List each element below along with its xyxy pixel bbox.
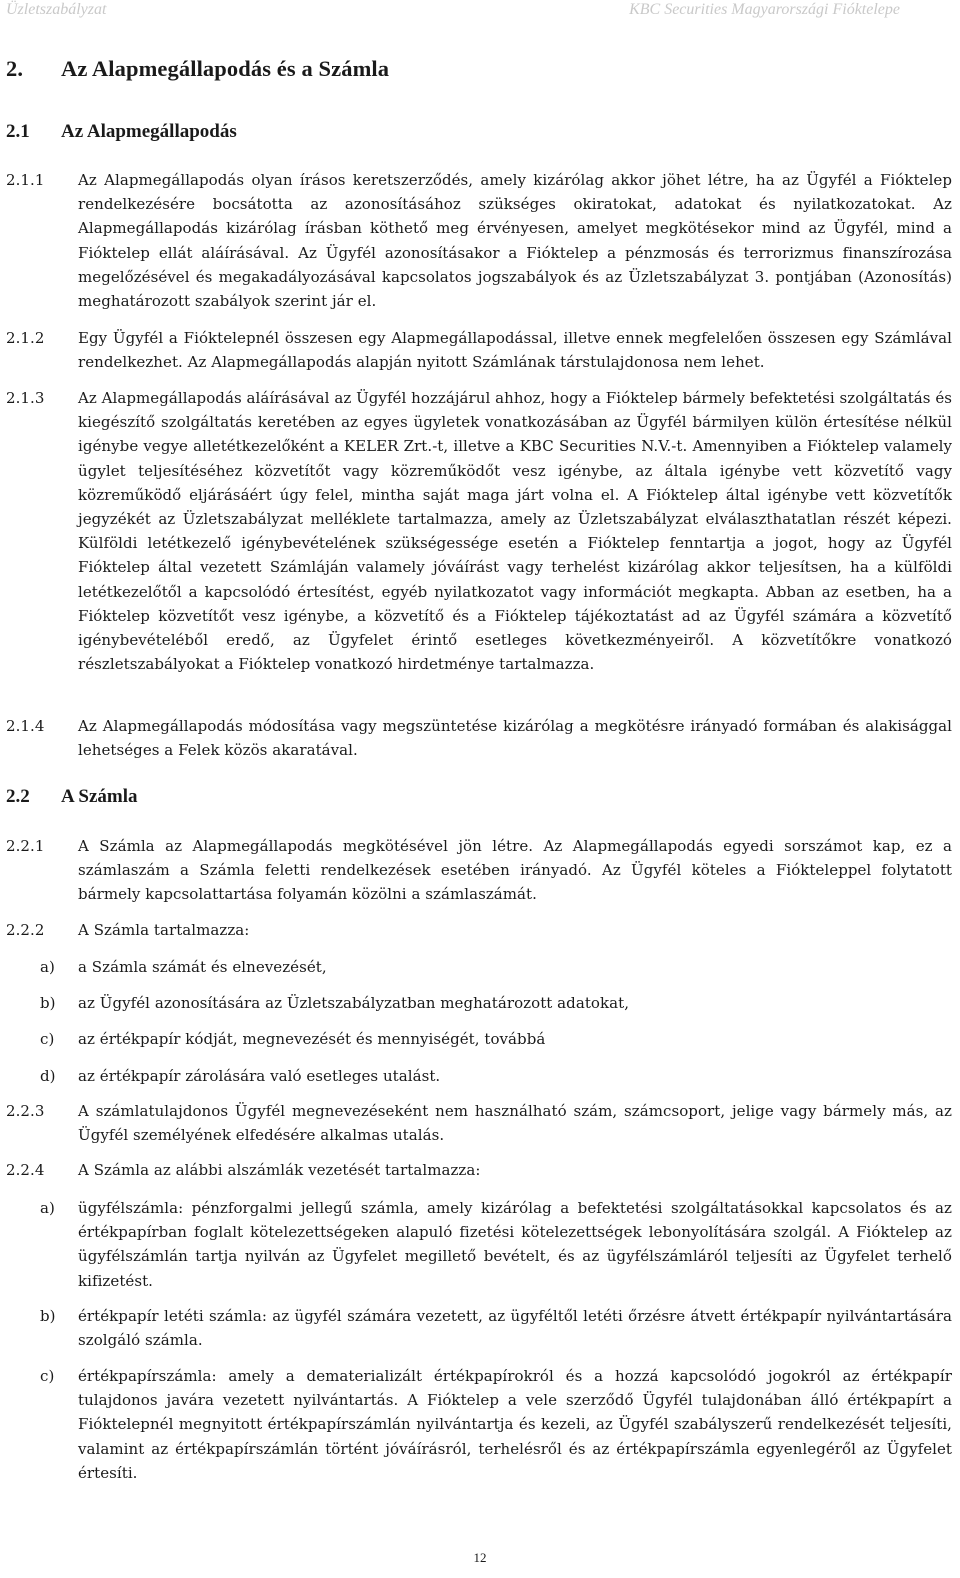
paragraph-2-1-1 xyxy=(6,168,952,313)
list-item-2-2-2-d xyxy=(6,1064,952,1088)
paragraph-text: A Számla az alábbi alszámlák vezetését tartalmazza: xyxy=(78,1161,481,1179)
section-title: Az Alapmegállapodás xyxy=(61,121,237,142)
list-text: az értékpapír zárolására való esetleges utalást. xyxy=(78,1067,441,1085)
list-item-2-2-4-a xyxy=(6,1196,952,1293)
paragraph-number: 2.2.3 xyxy=(6,1102,45,1120)
paragraph-text: Az Alapmegállapodás aláírásával az Ügyfél hozzájárul ahhoz, hogy a Fióktelep bármely befektetési szolgáltatás és kiegészítő szolgáltatás keretében az egyes ügyletek vonatkozásában az Ügyfél bármilyen külön értesítése nélkül igénybe vegye alletétkezelőként a KELER Zrt.-t, illetve a KBC Securities N.V.-t. Amennyiben a Fióktelep valamely ügylet teljesítéséhez közvetítőt vagy közreműködőt vesz igénybe, az általa igénybe vett közvetítő vagy közreműködő eljárásáért úgy felel, mintha saját maga járt volna el. A Fióktelep által igénybe vett közvetítők jegyzékét az Üzletszabályzat melléklete tartalmazza, amely az Üzletszabályzat elválaszthatatlan részét képezi. Külföldi letétkezelő igénybevételének szükségessége esetén a Fióktelep fenntartja a jogot, hogy az Ügyfél Fióktelep által vezetett Számláján valamely jóváírást vagy terhelést kizárólag akkor teljesítsen, ha a külföldi letétkezelőtől a kapcsolódó értesítést, egyéb nyilatkozatot vagy információt megkapta. Abban az esetben, ha a Fióktelep közvetítőt vesz igénybe, a közvetítő és a Fióktelep tájékoztatást ad az Ügyfél számára a közvetítő igénybevételéből eredő, az Ügyfelet érintő esetleges következményeiről. A közvetítőkre vonatkozó részletszabályokat a Fióktelep vonatkozó hirdetménye tartalmazza. xyxy=(78,389,953,674)
paragraph-text: Egy Ügyfél a Fióktelepnél összesen egy Alapmegállapodással, illetve ennek megfelelően összesen egy Számlával rendelkezhet. Az Alapmegállapodás alapján nyitott Számlának társtulajdonosa nem lehet. xyxy=(78,329,952,372)
section-title: A Számla xyxy=(61,786,138,807)
list-item-2-2-4-b xyxy=(6,1304,952,1352)
page-number: 12 xyxy=(473,1550,487,1565)
list-text: az Ügyfél azonosítására az Üzletszabályzatban meghatározott adatokat, xyxy=(78,994,630,1012)
paragraph-text: A számlatulajdonos Ügyfél megnevezéseként nem használható szám, számcsoport, jelige vagy bármely más, az Ügyfél személyének elfedésére alkalmas utalás. xyxy=(78,1102,952,1145)
chapter-number: 2. xyxy=(6,56,24,81)
list-label: b) xyxy=(40,994,56,1012)
section-heading-2-1 xyxy=(6,121,237,143)
chapter-title: Az Alapmegállapodás és a Számla xyxy=(61,56,390,81)
paragraph-number: 2.1.3 xyxy=(6,389,45,407)
list-item-2-2-2-c xyxy=(6,1027,952,1051)
list-item-2-2-2-a xyxy=(6,955,952,979)
header-right-title: KBC Securities Magyarországi Fióktelepe xyxy=(629,1,900,18)
section-number: 2.2 xyxy=(6,786,30,807)
list-label: b) xyxy=(40,1307,56,1325)
paragraph-2-1-2 xyxy=(6,326,952,374)
paragraph-2-1-4 xyxy=(6,714,952,762)
list-label: c) xyxy=(40,1367,55,1385)
paragraph-2-2-4 xyxy=(6,1158,952,1182)
paragraph-text: A Számla tartalmazza: xyxy=(78,921,250,939)
section-number: 2.1 xyxy=(6,121,30,142)
paragraph-text: Az Alapmegállapodás olyan írásos keretszerződés, amely kizárólag akkor jöhet létre, ha az Ügyfél a Fióktelep rendelkezésére bocsátotta az azonosításához szükséges okiratokat, adatokat és nyilatkozatokat. Az Alapmegállapodás kizárólag írásban köthető meg érvényesen, amelyet megkötésekor mind az Ügyfél, mind a Fióktelep ellát aláírásával. Az Ügyfél azonosításakor a Fióktelep a pénzmosás és terrorizmus finanszírozása megelőzésével és megakadályozásával kapcsolatos jogszabályok és az Üzletszabályzat 3. pontjában (Azonosítás) meghatározott szabályok szerint jár el. xyxy=(78,171,952,311)
list-item-2-2-4-c xyxy=(6,1364,952,1485)
list-label: a) xyxy=(40,958,55,976)
paragraph-number: 2.1.2 xyxy=(6,329,45,347)
list-label: c) xyxy=(40,1030,55,1048)
running-header xyxy=(0,0,960,26)
list-text: az értékpapír kódját, megnevezését és mennyiségét, továbbá xyxy=(78,1030,546,1048)
paragraph-2-2-1 xyxy=(6,834,952,907)
paragraph-number: 2.2.1 xyxy=(6,837,45,855)
header-left-title: Üzletszabályzat xyxy=(6,1,107,18)
paragraph-number: 2.1.4 xyxy=(6,717,45,735)
paragraph-text: A Számla az Alapmegállapodás megkötésével jön létre. Az Alapmegállapodás egyedi sorszámot kap, ez a számlaszám a Számla feletti rendelkezések esetében irányadó. Az Ügyfél köteles a Fiókteleppel folytatott bármely kapcsolattartása folyamán közölni a számlaszámát. xyxy=(78,837,952,904)
paragraph-number: 2.2.2 xyxy=(6,921,45,939)
list-text: értékpapírszámla: amely a dematerializált értékpapírokról és a hozzá kapcsolódó jogokról az értékpapír tulajdonos javára vezetett nyilvántartás. A Fióktelep a vele szerződő Ügyfél tulajdonában álló értékpapírt a Fióktelepnél megnyitott értékpapírszámlán nyilvántartja és kezeli, az Ügyfél szabályszerű rendelkezését teljesíti, valamint az értékpapírszámlán történt jóváírásról, terhelésről és az értékpapírszámla egyenlegéről az Ügyfelet értesíti. xyxy=(78,1367,952,1482)
section-heading-2-2 xyxy=(6,786,138,808)
paragraph-text: Az Alapmegállapodás módosítása vagy megszüntetése kizárólag a megkötésre irányadó formában és alakisággal lehetséges a Felek közös akaratával. xyxy=(78,717,952,760)
list-label: a) xyxy=(40,1199,55,1217)
paragraph-2-1-3 xyxy=(6,386,952,676)
paragraph-2-2-3 xyxy=(6,1099,952,1147)
list-item-2-2-2-b xyxy=(6,991,952,1015)
list-label: d) xyxy=(40,1067,56,1085)
paragraph-number: 2.2.4 xyxy=(6,1161,45,1179)
list-text: ügyfélszámla: pénzforgalmi jellegű számla, amely kizárólag a befektetési szolgáltatásokkal kapcsolatos és az értékpapírban foglalt kötelezettségeken alapuló fizetési kötelezettségek lebonyolítására szolgál. A Fióktelep az ügyfélszámlán tartja nyilván az Ügyfelet megillető bevételt, és az ügyfélszámláról teljesíti az Ügyfelet terhelő kifizetést. xyxy=(78,1199,952,1290)
chapter-heading xyxy=(6,56,389,82)
paragraph-number: 2.1.1 xyxy=(6,171,45,189)
list-text: értékpapír letéti számla: az ügyfél számára vezetett, az ügyféltől letéti őrzésre átvett értékpapír nyilvántartására szolgáló számla. xyxy=(78,1307,952,1350)
paragraph-2-2-2 xyxy=(6,918,952,942)
list-text: a Számla számát és elnevezését, xyxy=(78,958,327,976)
